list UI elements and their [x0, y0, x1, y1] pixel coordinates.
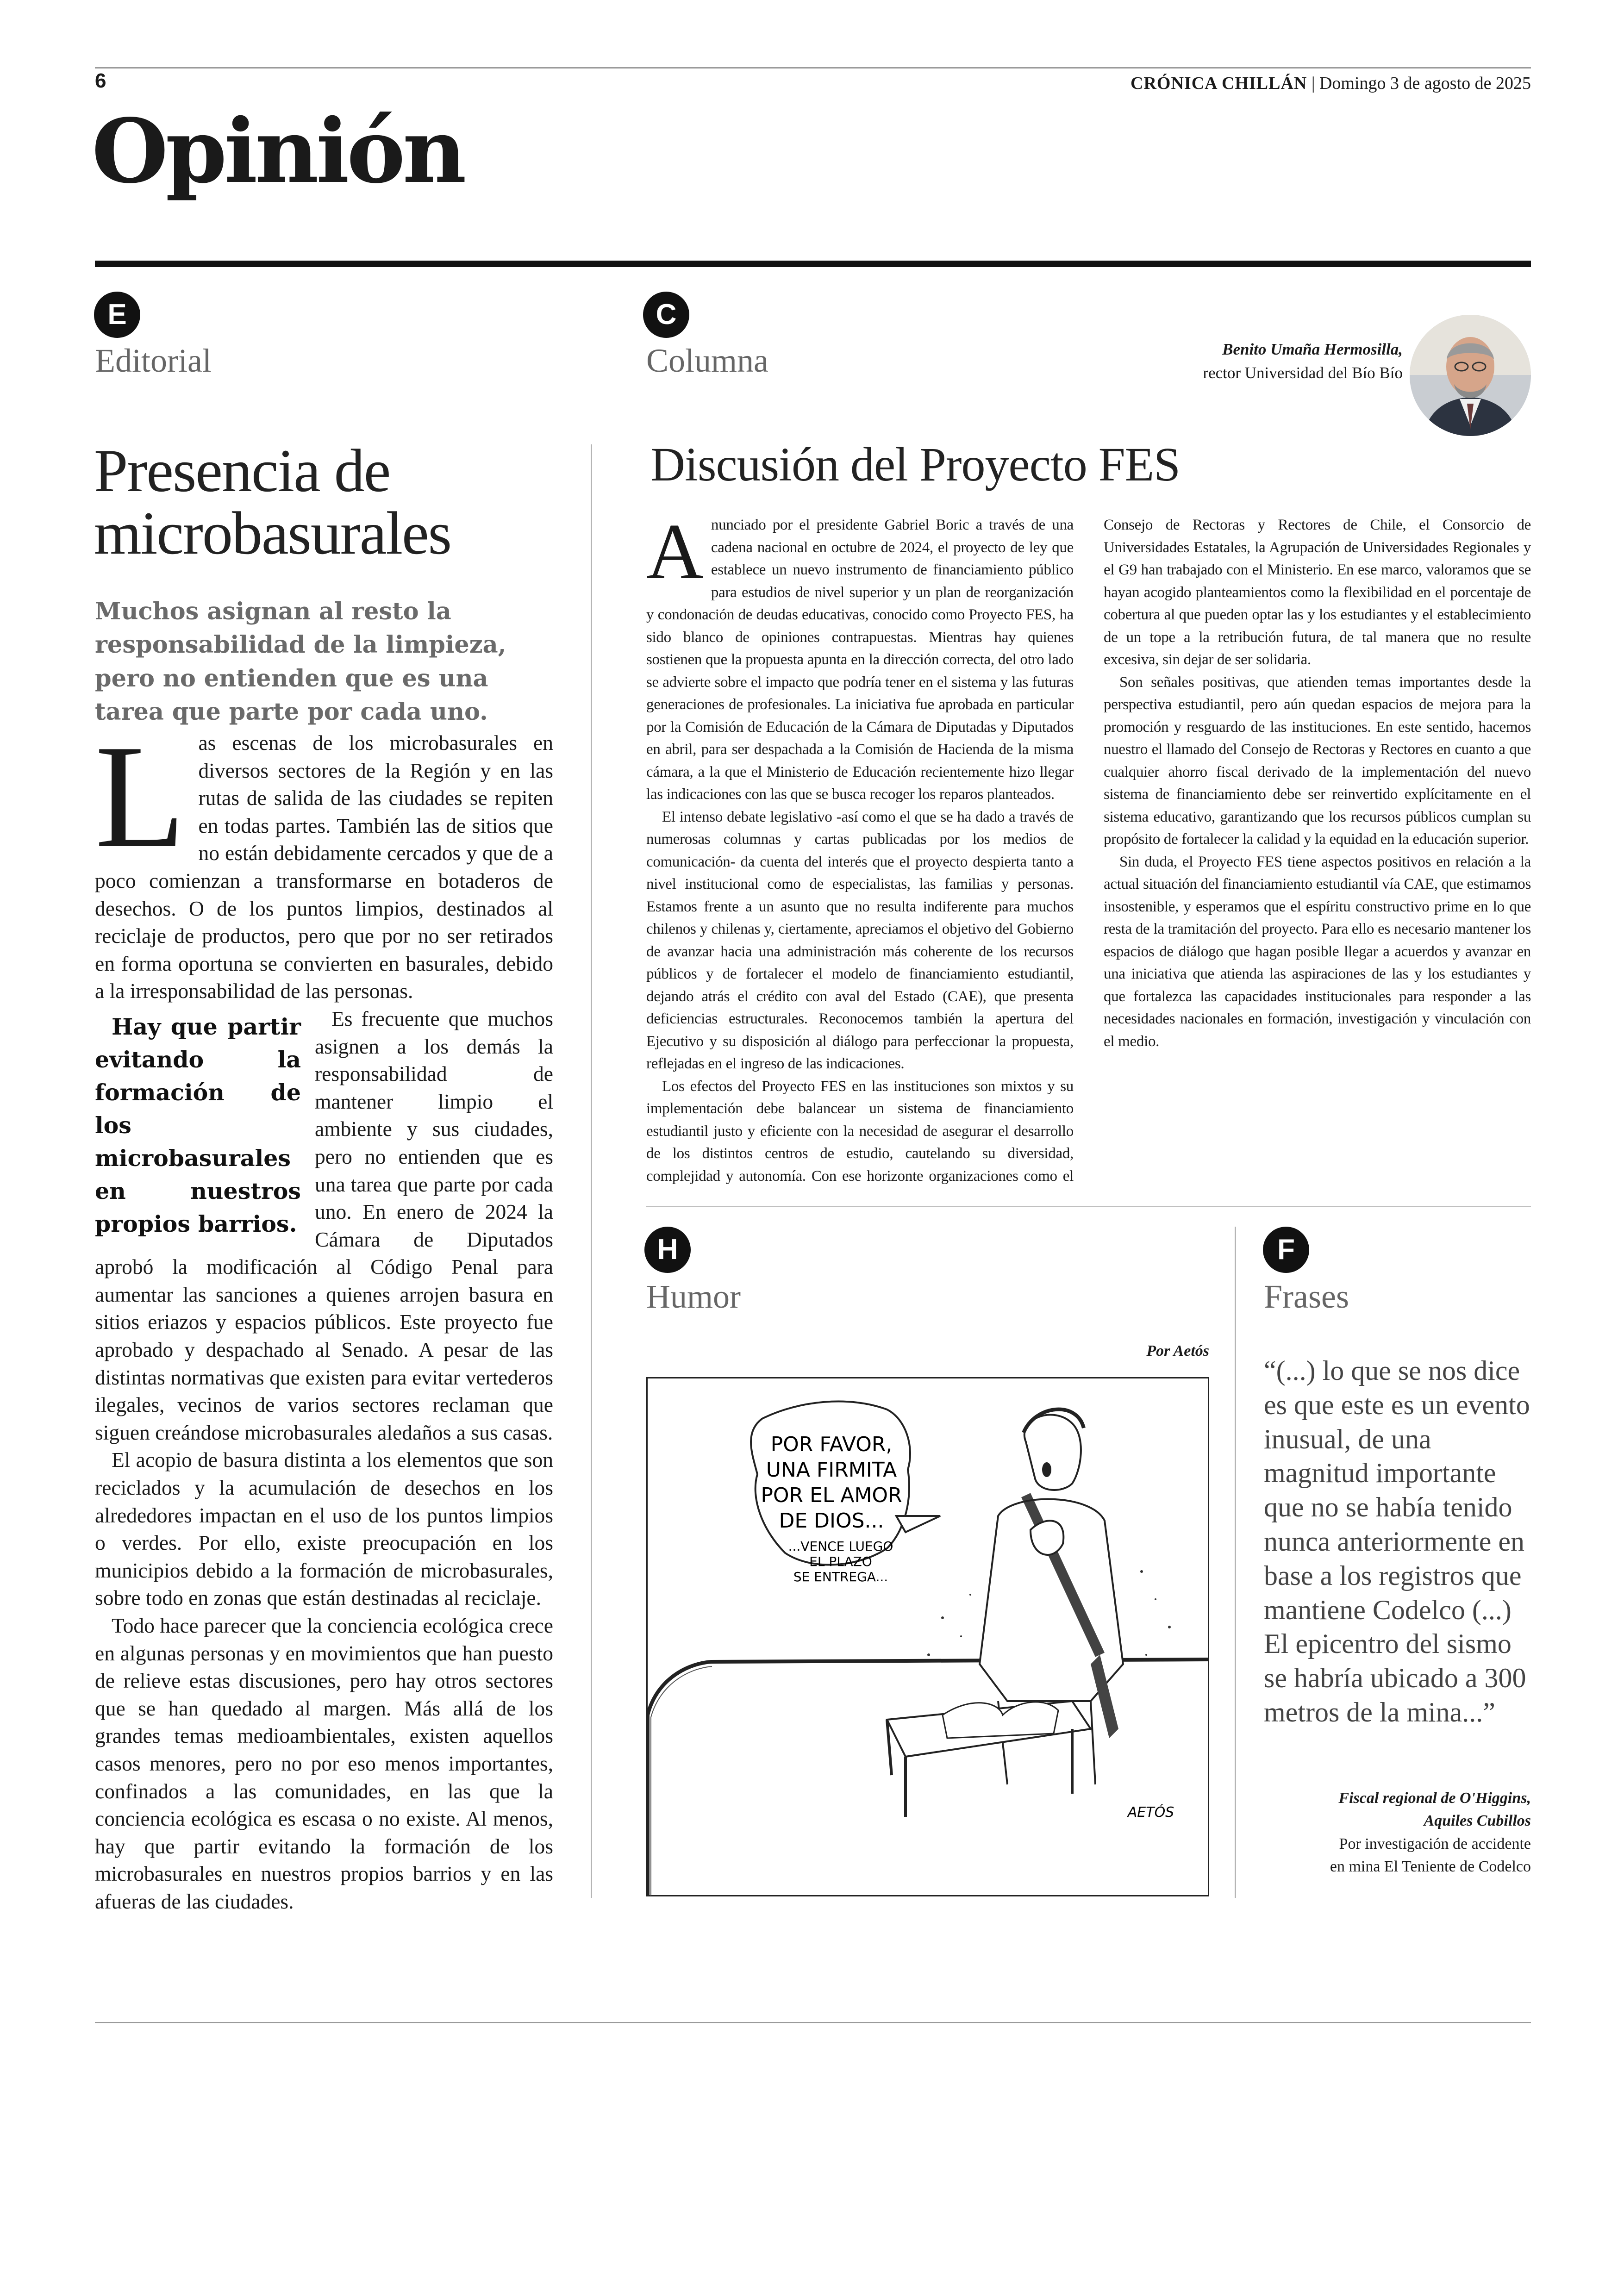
cartoon-bubble-line: POR EL AMOR	[761, 1484, 902, 1507]
editorial-paragraph: Hay que partir evitando la formación de los microbasurales en nuestros propios barrios. Es frecuente que muchos asignen a los demás la responsabilidad de mantener limpio el ambiente y sus ciudades, pero no entienden que es una tarea que parte por cada uno. En enero de 2024 la Cámara de Diputados aprobó la modificación al Código Penal para aumentar las sanciones a quienes arrojen basura en sitios eriazos y espacios públicos. Este proyecto fue aprobado y despachado al Senado. A pesar de las distintas normativas que existen para evitar vertederos ilegales, vecinos de varios sectores reclaman que siguen creándose microbasurales aledaños a sus casas.	[95, 1006, 553, 1444]
section-rule	[95, 261, 1531, 267]
humor-badge: H	[644, 1227, 691, 1273]
column-paragraph: Sin duda, el Proyecto FES tiene aspectos positivos en relación a la actual situación del financiamiento estudiantil vía CAE, que estimamos insostenible, y esperamos que el espíritu constructivo prime en lo que resta de la tramitación del proyecto. Para ello es necesario mantener los espacios de diálogo que hagan posible llegar a acuerdos y avanzar en una iniciativa que atienda las aspiraciones de las y los estudiantes y que fortalezca las capacidades institucionales para responder a las necesidades nacionales en formación, investigación y vinculación con el medio.	[1104, 853, 1531, 1050]
column-body	[646, 508, 1531, 1199]
humor-label: Humor	[646, 1278, 741, 1315]
masthead-separator: |	[1311, 74, 1315, 93]
publication-name: CRÓNICA CHILLÁN	[1131, 74, 1307, 93]
editorial-pullquote: Hay que partir evitando la formación de los microbasurales en nuestros propios barrios.	[95, 1013, 301, 1238]
bottom-rule	[95, 2022, 1531, 2023]
humor-divider	[1235, 1227, 1236, 1898]
section-title: Opinión	[92, 100, 464, 203]
frases-attribution	[1264, 1787, 1531, 1878]
cartoon-bubble-line: POR FAVOR,	[770, 1433, 893, 1456]
cartoon-bubble-small: EL PLAZO	[809, 1554, 872, 1569]
editorial-paragraph: Todo hace parecer que la conciencia ecológica crece en algunas personas y en movimientos que han puesto de relieve estas discusiones, pero hay otros sectores que se han quedado al margen. Más allá de los grandes temas medioambientales, existen aquellos casos menores, pero no por eso menos importantes, confinados a las comunidades, en las que la conciencia ecológica es escasa o no existe. Al menos, hay que partir evitando la formación de los microbasurales en nuestros propios barrios y en las afueras de las ciudades.	[95, 1614, 553, 1913]
frases-badge: F	[1263, 1227, 1309, 1273]
cartoon-bubble-line: DE DIOS...	[779, 1509, 884, 1533]
editorial-paragraph: El acopio de basura distinta a los elementos que son reciclados y la acumulación de desechos en los alrededores impactan en el uso de los puntos limpios o verdes. Por ello, existe preocupación en los municipios debido a la formación de microbasurales, sobre todo en zonas que están destinadas al reciclaje.	[95, 1448, 553, 1610]
cartoon	[646, 1377, 1209, 1896]
column-badge: C	[643, 292, 689, 338]
editorial-dropcap: L	[95, 715, 186, 879]
editorial-label: Editorial	[95, 342, 212, 379]
column-paragraph: Son señales positivas, que atienden temas importantes desde la perspectiva estudiantil, pero aún quedan espacios de mejora para la promoción y resguardo de las instituciones. En este sentido, hacemos nuestro el llamado del Consejo de Rectoras y Rectores en cuanto a que cualquier ahorro fiscal derivado de la implementación del nuevo sistema de financiamiento debe ser reinvertido explícitamente en el sistema educativo, garantizando que los recursos públicos cumplan su propósito de fortalecer la calidad y la equidad en la educación superior.	[1104, 674, 1531, 848]
editorial-paragraph: Las escenas de los microbasurales en diversos sectores de la Región y en las rutas de salida de las ciudades se repiten en todas partes. También las de sitios que no están debidamente cercados y que de a poco comienzan a transformarse en botaderos de desechos. O de los puntos limpios, destinados al reciclaje de productos, pero que por no ser retirados en forma oportuna se convierten en basurales, debido a la irresponsabilidad de las personas.	[95, 715, 553, 1003]
editorial-deck: Muchos asignan al resto la responsabilidad de la limpieza, pero no entienden que es una tarea que parte por cada uno.	[95, 598, 506, 726]
attrib-context: en mina El Teniente de Codelco	[1330, 1858, 1531, 1875]
column-divider	[591, 444, 592, 1898]
editorial-body	[95, 715, 553, 1915]
column-author	[1111, 338, 1403, 385]
column-dropcap: A	[646, 508, 704, 596]
cartoon-bubble-line: UNA FIRMITA	[766, 1458, 897, 1482]
frases-quote: “(...) lo que se nos dice es que este es un evento inusual, de una magnitud importante que no se había tenido nunca anteriormente en base a los registros que mantiene Codelco (...) El epicentro del sismo se habría ubicado a 300 metros de la mina...”	[1264, 1355, 1530, 1727]
page-number: 6	[95, 69, 106, 92]
column-paragraph: El intenso debate legislativo -así como el que se ha dado a través de numerosas columnas y cartas publicadas por los medios de comunicación- da cuenta del interés que el proyecto despierta tanto a nivel institucional como de especialistas, las familias y personas. Estamos frente a un asunto que no resulta indiferente para muchos chilenos y chilenas y, ciertamente, apreciamos el objetivo del Gobierno de avanzar hacia una administración más coherente de los recursos públicos y de fortalecer el modelo de financiamiento estudiantil, dejando atrás el crédito con aval del Estado (CAE), que presenta deficiencias estructurales. Reconocemos también la apertura del Ejecutivo y su disposición al diálogo para perfeccionar la propuesta, reflejadas en el ingreso de las indicaciones.	[646, 808, 1074, 1072]
column-paragraph: Anunciado por el presidente Gabriel Boric a través de una cadena nacional en octubre de 2024, el proyecto de ley que establece un nuevo instrumento de financiamiento público para estudios de nivel superior y un plan de reorganización y condonación de deudas educativas, conocido como Proyecto FES, ha sido blanco de opiniones contrapuestas. Mientras hay quienes sostienen que la propuesta apunta en la dirección correcta, del otro lado se advierte sobre el impacto que podría tener en el sistema y las futuras generaciones de profesionales. La iniciativa fue aprobada en particular por la Comisión de Educación de la Cámara de Diputadas y Diputados en abril, para ser despachada a la Comisión de Hacienda de la misma cámara, a la que el Ministerio de Educación recientemente hizo llegar las indicaciones con las que se busca recoger los reparos planteados.	[646, 508, 1074, 803]
author-name: Benito Umaña Hermosilla,	[1222, 340, 1403, 358]
editorial-headline: Presencia de microbasurales	[94, 437, 451, 567]
column-label: Columna	[646, 342, 768, 379]
author-role: rector Universidad del Bío Bío	[1203, 363, 1403, 382]
attrib-role: Fiscal regional de O'Higgins,	[1338, 1790, 1531, 1807]
editorial-badge: E	[94, 292, 140, 338]
attrib-context: Por investigación de accidente	[1339, 1835, 1531, 1852]
issue-date: Domingo 3 de agosto de 2025	[1319, 74, 1531, 93]
cartoon-bubble-small: ...VENCE LUEGO	[788, 1539, 893, 1554]
column-headline: Discusión del Proyecto FES	[650, 438, 1180, 491]
frases-label: Frases	[1264, 1278, 1349, 1315]
attrib-name: Aquiles Cubillos	[1424, 1812, 1531, 1830]
cartoon-bubble-small: SE ENTREGA...	[793, 1569, 888, 1584]
cartoon-byline: Por Aetós	[1146, 1342, 1209, 1360]
masthead	[975, 73, 1531, 94]
top-rule	[95, 67, 1531, 69]
mid-rule	[646, 1206, 1531, 1207]
author-photo	[1410, 315, 1531, 436]
column-paragraph: Los efectos del Proyecto FES en las instituciones son mixtos y su implementación debe balancear un sistema de financiamiento estudiantil justo y eficiente con la necesidad de asegurar el desarrollo de los distintos centros de estudio, cautelando su diversidad, complejidad y autonomía. Con ese horizonte organizaciones como el Consejo de Rectoras y Rectores de Chile, el Consorcio de Universidades Estatales, la Agrupación de Universidades Regionales y el G9 han trabajado con el Ministerio. En ese marco, valoramos que se hayan acogido planteamientos como la flexibilidad en el porcentaje de cobertura al que pueden optar las y los estudiantes y el establecimiento de un tope a la retribución futura, de tal manera que no resulte excesiva, sin dejar de ser solidaria.	[646, 517, 1531, 1185]
cartoon-signature: AETÓS	[1127, 1804, 1174, 1821]
